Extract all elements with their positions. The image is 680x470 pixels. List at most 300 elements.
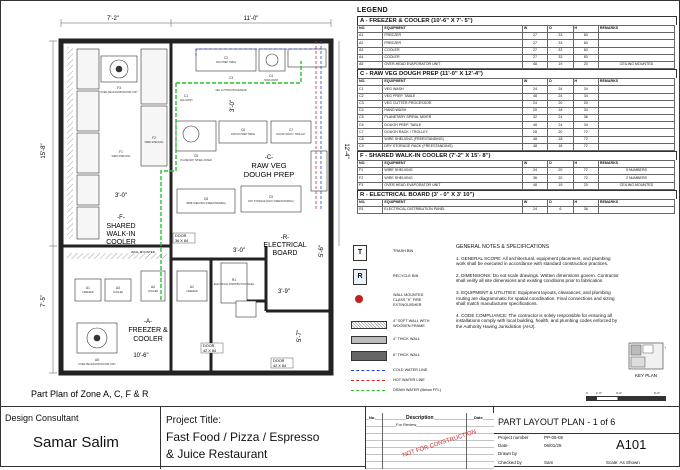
- table-cell: A1: [358, 33, 383, 40]
- dim-right: 12'-4": [343, 143, 349, 159]
- table-cell: 83: [573, 33, 598, 40]
- scale-bar: [586, 391, 666, 403]
- hot-water-line: [351, 380, 385, 381]
- tag-c8-label: WIRE SHELVING (FREESTANDING): [186, 202, 226, 205]
- table-cell: WIRE SHELVING: [383, 175, 522, 182]
- table-cell: OVER-HEAD EVAPORATOR UNIT: [383, 61, 522, 68]
- legend-section-title: R - ELECTRICAL BOARD (3' - 0" X 3' 10"): [357, 190, 677, 199]
- table-cell: F1: [358, 168, 383, 175]
- room-r-code: -R-: [280, 235, 290, 241]
- table-cell: 2 NUMBERS: [598, 175, 674, 182]
- table-header-row: [358, 161, 675, 168]
- table-cell: 72: [573, 129, 598, 136]
- tag-r1: R1: [231, 278, 237, 282]
- floor-plan: [1, 1, 351, 406]
- table-header-cell: NO.: [358, 161, 383, 168]
- tag-c1: C1: [183, 94, 189, 98]
- sheet-number: A101: [616, 437, 647, 452]
- table-cell: 32: [522, 115, 547, 122]
- trash-label: TRASH BIN: [393, 249, 414, 253]
- tag-a2-label: FREEZER: [186, 290, 198, 293]
- table-cell: 24: [522, 100, 547, 107]
- door-3-label: DOOR: [273, 359, 285, 363]
- table-header-cell: H: [573, 26, 598, 33]
- tag-f2-label: WIRE SHELVING: [144, 141, 164, 144]
- table-header-cell: D: [548, 199, 573, 206]
- table-cell: 48: [522, 93, 547, 100]
- soft-wall-label-1: 4" SOFT WALL WITH: [393, 319, 430, 323]
- sheet-title: PART LAYOUT PLAN - 1 of 6: [498, 417, 616, 427]
- table-cell: 18: [548, 136, 573, 143]
- table-header-cell: EQUIPMENT: [383, 199, 522, 206]
- table-cell: COOLER: [383, 47, 522, 54]
- soft-wall-swatch: [351, 321, 387, 329]
- table-cell: OVER-HEAD EVAPORATOR UNIT: [383, 182, 522, 189]
- tag-f1-label: WIRE SHELVING: [111, 155, 131, 158]
- tag-c1-label: VEG WASH: [179, 99, 193, 102]
- table-cell: HAND WASH: [383, 107, 522, 114]
- tag-a3: A3: [116, 286, 120, 290]
- table-cell: FREEZER: [383, 33, 522, 40]
- equipment-table: [357, 25, 675, 69]
- tag-c7-label: DOUGH RACK / TROLLEY: [276, 133, 306, 136]
- room-c-code: -C-: [264, 155, 274, 161]
- table-cell: 27: [522, 40, 547, 47]
- table-cell: A5: [358, 61, 383, 68]
- scale-3: 3'-0": [616, 391, 622, 395]
- door-2-label: DOOR: [203, 344, 215, 348]
- room-a-name1: FREEZER &: [128, 327, 168, 334]
- table-cell: C7: [358, 129, 383, 136]
- cooler-insulation: [67, 47, 73, 239]
- tag-f3-label: OVER-HEAD EVAPORATOR UNIT: [100, 91, 138, 94]
- table-header-cell: H: [573, 199, 598, 206]
- dim-inner-a: 3'-0": [115, 193, 127, 199]
- legend-panel: [357, 7, 677, 214]
- table-cell: 18: [548, 143, 573, 150]
- table-cell: 24: [522, 168, 547, 175]
- table-cell: DRY STORAGE RACK (FREESTANDING): [383, 143, 522, 150]
- table-cell: 33: [548, 33, 573, 40]
- general-notes: [456, 245, 621, 336]
- table-cell: F3: [358, 182, 383, 189]
- dim-left-upper: 15'-8": [41, 143, 47, 159]
- dim-5-7: 5'-7": [297, 330, 303, 342]
- equipment-tag-labels: [78, 61, 306, 366]
- scale-1: 1'-0": [596, 391, 602, 395]
- table-cell: [598, 143, 674, 150]
- tag-c5-label: PLANETARY SPIRAL MIXER: [180, 159, 212, 162]
- project-line-1: Fast Food / Pizza / Espresso: [166, 430, 320, 444]
- tag-c9-label: DRY STORAGE RACK (FREESTANDING): [248, 200, 294, 203]
- equipment-table: [357, 160, 675, 190]
- room-f-name3: COOLER: [106, 239, 136, 246]
- table-header-cell: H: [573, 79, 598, 86]
- table-row: [358, 175, 675, 182]
- scale-label: Scale: As Shown: [606, 460, 640, 465]
- table-cell: VEG CUTTER PROCESSOR: [383, 100, 522, 107]
- table-cell: 24: [522, 86, 547, 93]
- table-cell: DOUGH RACK / TROLLEY: [383, 129, 522, 136]
- cold-water-line: [351, 370, 385, 371]
- table-cell: 83: [573, 47, 598, 54]
- tag-a3-label: COOLER: [112, 291, 124, 294]
- room-r-name2: BOARD: [272, 250, 298, 257]
- tag-c4-label: HAND WASH: [263, 79, 279, 82]
- wall-4-label: 4" THICK WALL: [393, 337, 421, 341]
- table-cell: 34: [573, 86, 598, 93]
- drain-label: DRAIN WATER (Below FFL): [393, 388, 441, 392]
- table-cell: 33: [548, 47, 573, 54]
- legend-section-title: A - FREEZER & COOLER (10'-6" X 7'- 5"): [357, 16, 677, 25]
- tag-f3: F3: [117, 86, 121, 90]
- table-cell: C6: [358, 122, 383, 129]
- table-header-row: [358, 199, 675, 206]
- table-cell: 20: [573, 182, 598, 189]
- equipment-table: [357, 199, 675, 214]
- title-block: [1, 406, 680, 469]
- scale-bar-graphic: [586, 396, 666, 401]
- table-cell: 20: [573, 100, 598, 107]
- table-cell: A2: [358, 40, 383, 47]
- table-cell: [598, 47, 674, 54]
- table-cell: 34: [573, 93, 598, 100]
- table-header-cell: NO.: [358, 79, 383, 86]
- tag-a4-label: COOLER: [147, 290, 159, 293]
- revision-col-date: [466, 413, 495, 469]
- table-cell: 34: [573, 107, 598, 114]
- consultant-cell: [1, 407, 161, 469]
- dim-left-lower: 7'-5": [41, 295, 47, 307]
- tag-r1-label: ELECTRICAL DISTRIBUTION PANEL: [213, 283, 255, 286]
- table-cell: C2: [358, 93, 383, 100]
- table-cell: [598, 93, 674, 100]
- table-row: [358, 40, 675, 47]
- dim-inner-b: 3'-0": [230, 100, 236, 112]
- table-cell: 20: [548, 100, 573, 107]
- rev-header-no: No.: [369, 415, 376, 420]
- rev-header-desc: Description: [406, 415, 434, 421]
- table-cell: PLANETARY SPIRAL MIXER: [383, 115, 522, 122]
- table-header-cell: REMARKS: [598, 26, 674, 33]
- recycle-bin-icon: R: [353, 269, 367, 285]
- table-cell: 72: [573, 175, 598, 182]
- table-cell: [598, 86, 674, 93]
- table-cell: FREEZER: [383, 40, 522, 47]
- table-row: [358, 107, 675, 114]
- table-header-cell: D: [548, 161, 573, 168]
- table-cell: F2: [358, 175, 383, 182]
- table-cell: 83: [573, 54, 598, 61]
- door-1-label: DOOR: [175, 234, 187, 238]
- table-cell: [598, 100, 674, 107]
- legend-section-title: F - SHARED WALK-IN COOLER (7'-2" X 15'- 8"): [357, 151, 677, 160]
- tag-c3: C3: [228, 76, 234, 80]
- table-cell: 34: [573, 122, 598, 129]
- not-for-construction-stamp: NOT FOR CONSTRUCTION: [401, 429, 477, 459]
- table-cell: DOUGH PREP. TABLE: [383, 122, 522, 129]
- table-cell: C4: [358, 107, 383, 114]
- table-cell: 72: [573, 168, 598, 175]
- note-4: 4. CODE COMPLIANCE: The contractor is solely responsible for ensuring all installations comply with local building, health, and plumbing codes enforced by the Authority Having Jurisdiction (AHJ).: [456, 312, 618, 329]
- table-cell: [598, 129, 674, 136]
- table-header-cell: EQUIPMENT: [383, 161, 522, 168]
- table-header-cell: W: [522, 26, 547, 33]
- tag-c2: C2: [223, 56, 229, 60]
- table-cell: [598, 206, 674, 213]
- fire-label-2: CLASS "K" FIRE: [393, 298, 422, 302]
- tag-c6-label: DOUGH PREP TABLE: [230, 133, 256, 136]
- table-cell: 24: [548, 115, 573, 122]
- floor-plan-svg: [1, 1, 351, 406]
- door-3-size: 42 X 84: [273, 364, 287, 368]
- drawn-label: Drawn by: [498, 451, 518, 456]
- table-header-row: [358, 26, 675, 33]
- recycle-label: RECYCLE BIN: [393, 274, 419, 278]
- tag-a5: A5: [95, 358, 99, 362]
- table-row: [358, 47, 675, 54]
- tag-a1-label: FREEZER: [82, 291, 94, 294]
- table-cell: 19: [548, 182, 573, 189]
- table-cell: 24: [548, 93, 573, 100]
- date-label: Date: [498, 443, 508, 448]
- table-header-cell: D: [548, 26, 573, 33]
- table-cell: 28: [522, 129, 547, 136]
- table-header-cell: EQUIPMENT: [383, 79, 522, 86]
- table-row: [358, 136, 675, 143]
- table-header-cell: W: [522, 199, 547, 206]
- table-header-cell: REMARKS: [598, 79, 674, 86]
- table-header-cell: REMARKS: [598, 199, 674, 206]
- tag-a1: A1: [86, 286, 90, 290]
- dim-top-right: 11'-0": [243, 16, 259, 22]
- tag-f1: F1: [119, 150, 123, 154]
- wall-note: WALL MOUNTED: [131, 250, 155, 254]
- door-2-size: 42 X 84: [203, 349, 217, 353]
- table-cell: 48: [522, 182, 547, 189]
- table-row: [358, 93, 675, 100]
- table-header-cell: NO.: [358, 199, 383, 206]
- table-row: [358, 129, 675, 136]
- sheet-info-cell: [494, 407, 680, 469]
- table-header-cell: W: [522, 161, 547, 168]
- table-cell: [598, 136, 674, 143]
- table-cell: 24: [548, 122, 573, 129]
- table-cell: 33: [548, 40, 573, 47]
- table-cell: 48: [522, 122, 547, 129]
- room-f-name1: SHARED: [106, 223, 136, 230]
- dim-3-9: 3'-9": [278, 289, 290, 295]
- table-cell: C9: [358, 143, 383, 150]
- table-cell: 20: [522, 107, 547, 114]
- note-1: 1. GENERAL SCOPE: All architectural, equipment placement, and plumbing work shall be executed in accordance with standard construction practices.: [456, 255, 611, 267]
- table-cell: WIRE SHELVING (FREESTANDING): [383, 136, 522, 143]
- table-cell: 27: [522, 47, 547, 54]
- project-cell: [161, 407, 366, 469]
- table-header-cell: H: [573, 161, 598, 168]
- room-a-name2: COOLER: [133, 336, 163, 343]
- table-cell: 20: [548, 129, 573, 136]
- date-value: 06/01/25: [544, 443, 562, 448]
- table-cell: VEG WASH: [383, 86, 522, 93]
- revision-cell: [366, 407, 494, 469]
- table-cell: 5 NUMBERS: [598, 168, 674, 175]
- table-cell: C8: [358, 136, 383, 143]
- freezer-units: [75, 263, 256, 317]
- tag-c6: C6: [240, 128, 246, 132]
- plan-title: Part Plan of Zone A, C, F & R: [31, 389, 149, 399]
- table-row: [358, 33, 675, 40]
- consultant-name: Samar Salim: [33, 434, 119, 451]
- table-cell: C3: [358, 100, 383, 107]
- tag-c5: C5: [193, 154, 199, 158]
- table-cell: [598, 122, 674, 129]
- legend-sections: [357, 16, 677, 214]
- table-cell: 48: [522, 136, 547, 143]
- key-plan-label: KEY PLAN: [635, 373, 657, 378]
- table-cell: 20: [573, 61, 598, 68]
- table-cell: 36: [573, 206, 598, 213]
- table-cell: 20: [548, 175, 573, 182]
- legend-title: LEGEND: [357, 7, 388, 14]
- table-cell: CEILING MOUNTED: [598, 182, 674, 189]
- evaporator-fan-a5: [77, 323, 117, 353]
- plumbing-lines: [161, 41, 321, 301]
- table-cell: 72: [573, 143, 598, 150]
- table-header-row: [358, 79, 675, 86]
- rev-header-date: Date: [474, 415, 483, 420]
- scale-0: 0: [586, 391, 588, 395]
- table-cell: ELECTRICAL DISTRIBUTION PANEL: [383, 206, 522, 213]
- proj-num-label: Project number: [498, 435, 529, 440]
- room-c-name2: DOUGH PREP: [243, 170, 295, 179]
- fire-extinguisher-icon: [355, 295, 363, 303]
- legend-section-title: C - RAW VEG DOUGH PREP (11'-0" X 12'-4"): [357, 69, 677, 78]
- table-header-cell: REMARKS: [598, 161, 674, 168]
- wall-6-swatch: [351, 351, 387, 361]
- table-cell: COOLER: [383, 54, 522, 61]
- table-cell: [598, 40, 674, 47]
- drain-line: [351, 390, 385, 391]
- dim-inner-c: 3'-0": [233, 248, 245, 254]
- proj-num: PP-05-05: [544, 435, 564, 440]
- tag-c8: C8: [203, 197, 209, 201]
- table-row: [358, 54, 675, 61]
- room-f-code: -F-: [117, 215, 125, 221]
- fire-label-1: WALL MOUNTED: [393, 293, 424, 297]
- room-r-name1: ELECTRICAL: [263, 242, 307, 249]
- tag-c3-label: VEG CUTTER PROCESSOR: [215, 89, 247, 92]
- table-cell: 27: [522, 54, 547, 61]
- tag-c2-label: VEG PREP TABLE: [215, 61, 237, 64]
- note-3: 3. EQUIPMENT & UTILITIES: Equipment layouts, clearances, and plumbing routing are diagrammatic for spatial coordination. Final connections and sizing shall match manufacturer specifications.: [456, 289, 615, 307]
- table-cell: 83: [573, 40, 598, 47]
- consultant-label: Design Consultant: [5, 413, 79, 423]
- table-cell: 27: [522, 33, 547, 40]
- tag-a2: A2: [190, 285, 194, 289]
- table-cell: 36: [522, 175, 547, 182]
- table-cell: A4: [358, 54, 383, 61]
- revision-col-no: [366, 413, 383, 469]
- table-row: [358, 115, 675, 122]
- table-cell: [598, 115, 674, 122]
- table-row: [358, 168, 675, 175]
- wall-4-swatch: [351, 336, 387, 344]
- table-cell: A3: [358, 47, 383, 54]
- door-1-size: 36 X 84: [175, 239, 189, 243]
- evaporator-fan-f3: [101, 56, 137, 82]
- table-header-cell: W: [522, 79, 547, 86]
- rev-row-1: For Review: [396, 422, 417, 427]
- note-2: 2. DIMENSIONS: Do not scale drawings. Written dimensions govern. Contractor shall verify all site dimensions and existing conditions prior to fabrication.: [456, 272, 619, 284]
- tag-c9: C9: [268, 195, 274, 199]
- tag-c4: C4: [268, 74, 274, 78]
- table-cell: CEILING MOUNTED: [598, 61, 674, 68]
- tag-c7: C7: [288, 128, 294, 132]
- hot-water-label: HOT WATER LINE: [393, 378, 425, 382]
- table-cell: [598, 54, 674, 61]
- table-row: [358, 182, 675, 189]
- table-cell: [598, 33, 674, 40]
- table-cell: 6: [548, 206, 573, 213]
- table-cell: 48: [522, 61, 547, 68]
- dim-5-6: 5'-6": [319, 245, 325, 257]
- room-f-name2: WALK-IN: [106, 231, 136, 238]
- room-c-name1: RAW VEG: [251, 161, 287, 170]
- table-cell: 33: [548, 54, 573, 61]
- table-header-cell: NO.: [358, 26, 383, 33]
- table-cell: 18: [548, 107, 573, 114]
- table-row: [358, 206, 675, 213]
- table-cell: [598, 107, 674, 114]
- tag-a4: A4: [151, 285, 155, 289]
- notes-title: GENERAL NOTES & SPECIFICATIONS: [456, 244, 550, 250]
- tag-a5-label: OVER-HEAD EVAPORATOR UNIT: [78, 363, 116, 366]
- project-line-2: & Juice Restaurant: [166, 447, 268, 461]
- trash-bin-icon: T: [353, 245, 367, 261]
- table-row: [358, 143, 675, 150]
- raw-veg-equipment: [176, 49, 327, 213]
- table-cell: 48: [522, 143, 547, 150]
- dim-top-left: 7'-2": [107, 16, 119, 22]
- fire-label-3: EXTINGUISHER: [393, 303, 422, 307]
- dim-10-6: 10'-6": [133, 353, 149, 359]
- table-cell: 72: [573, 136, 598, 143]
- table-row: [358, 61, 675, 68]
- cold-water-label: COLD WATER LINE: [393, 368, 428, 372]
- scale-6: 6'-0": [654, 391, 660, 395]
- table-row: [358, 122, 675, 129]
- table-cell: 36: [573, 115, 598, 122]
- room-a-code: -A-: [144, 319, 152, 325]
- project-label: Project Title:: [166, 415, 222, 426]
- table-row: [358, 100, 675, 107]
- north-icon: ↑: [664, 345, 666, 350]
- table-cell: 24: [522, 206, 547, 213]
- tag-f2: F2: [152, 136, 156, 140]
- table-cell: 24: [548, 86, 573, 93]
- table-row: [358, 86, 675, 93]
- checked-label: Checked by: [498, 460, 522, 465]
- table-header-cell: D: [548, 79, 573, 86]
- table-cell: R1: [358, 206, 383, 213]
- table-cell: WIRE SHELVING: [383, 168, 522, 175]
- checked-value: Sam: [544, 460, 554, 465]
- soft-wall-label-2: WOODEN FRAME: [393, 324, 425, 328]
- wall-6-label: 6" THICK WALL: [393, 353, 421, 357]
- table-cell: 19: [548, 61, 573, 68]
- equipment-table: [357, 78, 675, 151]
